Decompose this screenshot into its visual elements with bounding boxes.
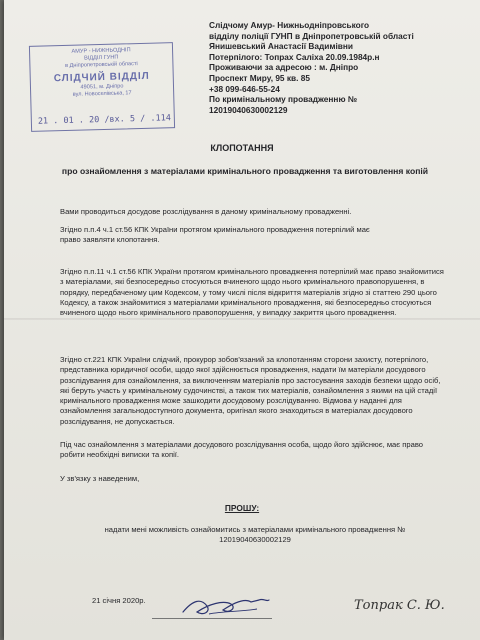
addressee-line: Проживаючи за адресою : м. Дніпро: [209, 62, 359, 73]
stamp-title: СЛІДЧИЙ ВІДДІЛ: [53, 70, 150, 85]
stamp-address: 49051, м. Дніпро: [80, 83, 124, 91]
paragraph: У зв'язку з наведеним,: [60, 474, 140, 483]
paragraph: Згідно п.п.11 ч.1 ст.56 КПК України протягом кримінального провадження потерпілий має право знайомитися з матеріалами, які безпосередньо стосуються вчиненого щодо нього кримінального правопорушення, в порядку, передбаченому цим Кодексом, у тому числі після відкриття матеріалів згідно зі статтею 290 цього Кодексу, а також знайомитися з матеріалами кримінального провадження, які безпосередньо стосуються вчиненого щодо нього кримінального правопорушення, у випадку закриття цього провадження.: [60, 267, 444, 318]
addressee-line: По кримінальному провадженню №: [209, 94, 358, 105]
document-subject: про ознайомлення з матеріалами кримінального провадження та виготовлення копій: [61, 166, 429, 176]
stamp-address: вул. Новоселівська, 17: [72, 90, 132, 98]
stamp-line: ВІДДІЛ ГУНП: [84, 54, 119, 62]
request-text: надати мені можливість ознайомитись з матеріалами кримінального провадження № 12019040630002129: [104, 525, 406, 545]
addressee-line: Проспект Миру, 95 кв. 85: [209, 72, 310, 83]
addressee-line: Слідчому Амур- Нижньодніпровського: [209, 20, 370, 30]
request-title: ПРОШУ:: [224, 503, 260, 513]
document-date: 21 січня 2020р.: [92, 596, 146, 605]
addressee-line: 12019040630002129: [209, 104, 288, 115]
paragraph: Під час ознайомлення з матеріалами досудового розслідування особа, щодо його здійснює, має право робити необхідні виписки та копії.: [60, 440, 423, 460]
signature-icon: [179, 592, 274, 620]
document-title: КЛОПОТАННЯ: [210, 143, 274, 153]
handwritten-name: Топрак С. Ю.: [354, 598, 445, 613]
addressee-line: +38 099-646-55-24: [209, 83, 280, 94]
signature-line: [152, 618, 272, 619]
stamp-number: 21 . 01 . 20 /вх. 5 / .114: [37, 113, 172, 127]
addressee-line: відділу поліції ГУНП в Дніпропетровській області: [209, 30, 414, 41]
registration-stamp: [29, 42, 175, 132]
stamp-line: в Дніпропетровській області: [65, 61, 138, 69]
addressee-line: Янишевський Анастасії Вадимівни: [209, 41, 353, 52]
document-page: [4, 0, 480, 640]
addressee-block: [209, 20, 479, 115]
paragraph: Згідно ст.221 КПК України слідчий, прокурор зобов'язаний за клопотанням сторони захисту, потерпілого, представника юридичної особи, щодо якої здійснюється провадження, надати їм матеріали досудового розслідування для ознайомлення, за виключенням матеріалів про застосування заходів безпеки щодо осіб, які беруть участь у кримінальному судочинстві, а також тих матеріалів, ознайомлення з якими на цій стадії кримінального провадження може зашкодити досудовому розслідуванню. Відмова у наданні для ознайомлення загальнодоступного документа, оригінал якого знаходиться в матеріалах досудового розслідування, не допускається.: [60, 355, 441, 426]
stamp-line: АМУР - НИЖНЬОДНІП: [71, 47, 131, 55]
paragraph: Вами проводиться досудове розслідування в даному кримінальному провадженні.: [60, 207, 352, 216]
paragraph: Згідно п.п.4 ч.1 ст.56 КПК України протягом кримінального провадження потерпілий має право заявляти клопотання.: [60, 225, 370, 245]
addressee-line: Потерпілого: Топрах Саліха 20.09.1984р.н: [209, 51, 380, 62]
